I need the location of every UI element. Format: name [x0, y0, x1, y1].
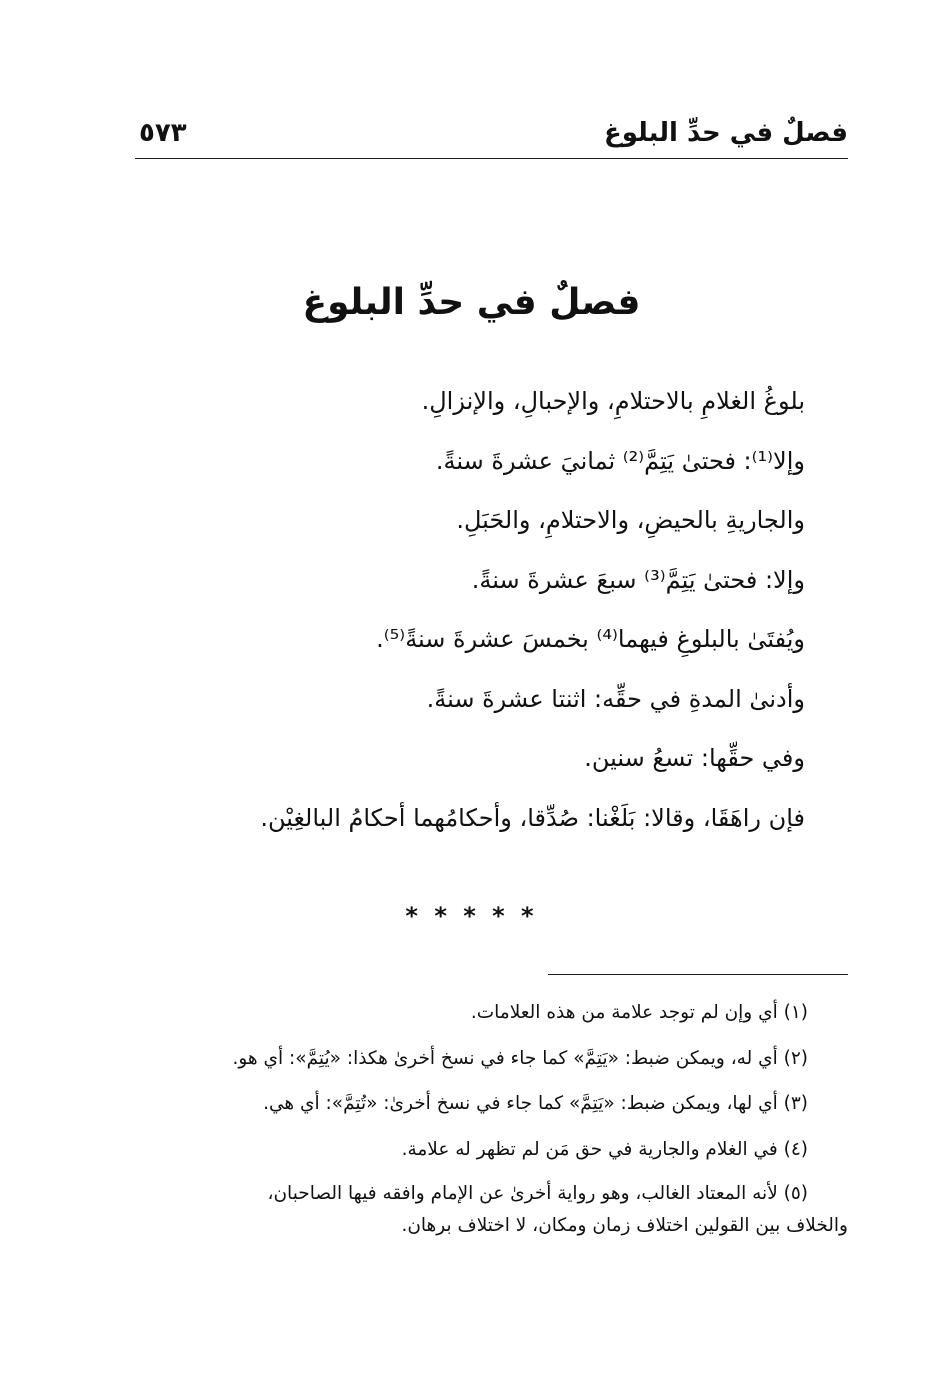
footnote-divider [548, 974, 848, 975]
body-line: وإلا⁽¹⁾: فحتىٰ يَتِمَّ⁽²⁾ ثمانيَ عشرةَ سنةً. [435, 446, 805, 475]
body-line: وأدنىٰ المدةِ في حقِّه: اثنتا عشرةَ سنةً. [426, 684, 805, 713]
footnote: (١) أي وإن لم توجد علامة من هذه العلامات. [470, 1002, 808, 1023]
footnotes [128, 990, 848, 1242]
section-title: فصلٌ في حدِّ البلوغ [302, 282, 641, 323]
section-separator: * * * * * [405, 902, 538, 930]
body-line: والجاريةِ بالحيضِ، والاحتلامِ، والحَبَلِ. [456, 506, 805, 534]
footnote: (٣) أي لها، ويمكن ضبط: «يَتِمَّ» كما جاء في نسخ أخرىٰ: «تُتِمَّ»: أي هي. [263, 1093, 808, 1114]
footnote: (٢) أي له، ويمكن ضبط: «يَتِمَّ» كما جاء في نسخ أخرىٰ هكذا: «يُتِمَّ»: أي هو. [232, 1047, 808, 1069]
body-line: فإن راهَقَا، وقالا: بَلَغْنا: صُدِّقا، وأحكامُهما أحكامُ البالغِيْن. [260, 803, 805, 832]
body-text [145, 372, 805, 848]
body-line: وفي حقِّها: تسعُ سنين. [584, 744, 805, 772]
footnote [128, 1172, 848, 1242]
footnote-line: والخلاف بين القولين اختلاف زمان ومكان، لا اختلاف برهان. [401, 1215, 848, 1236]
body-line: ويُفتَىٰ بالبلوغِ فيهما⁽⁴⁾ بخمسَ عشرةَ سنةً⁽⁵⁾. [376, 625, 805, 653]
running-header [135, 112, 848, 159]
footnote: (٤) في الغلام والجارية في حق مَن لم تظهر له علامة. [401, 1138, 808, 1160]
body-line: بلوغُ الغلامِ بالاحتلامِ، والإحبالِ، والإنزالِ. [421, 387, 805, 415]
body-line: وإلا: فحتىٰ يَتِمَّ⁽³⁾ سبعَ عشرةَ سنةً. [471, 565, 805, 594]
running-title: فصلٌ في حدِّ البلوغ [603, 118, 848, 148]
footnote-line: (٥) لأنه المعتاد الغالب، وهو رواية أخرىٰ عن الإمام وافقه فيها الصاحبان، [267, 1183, 808, 1204]
page-number: ٥٧٣ [139, 118, 187, 148]
